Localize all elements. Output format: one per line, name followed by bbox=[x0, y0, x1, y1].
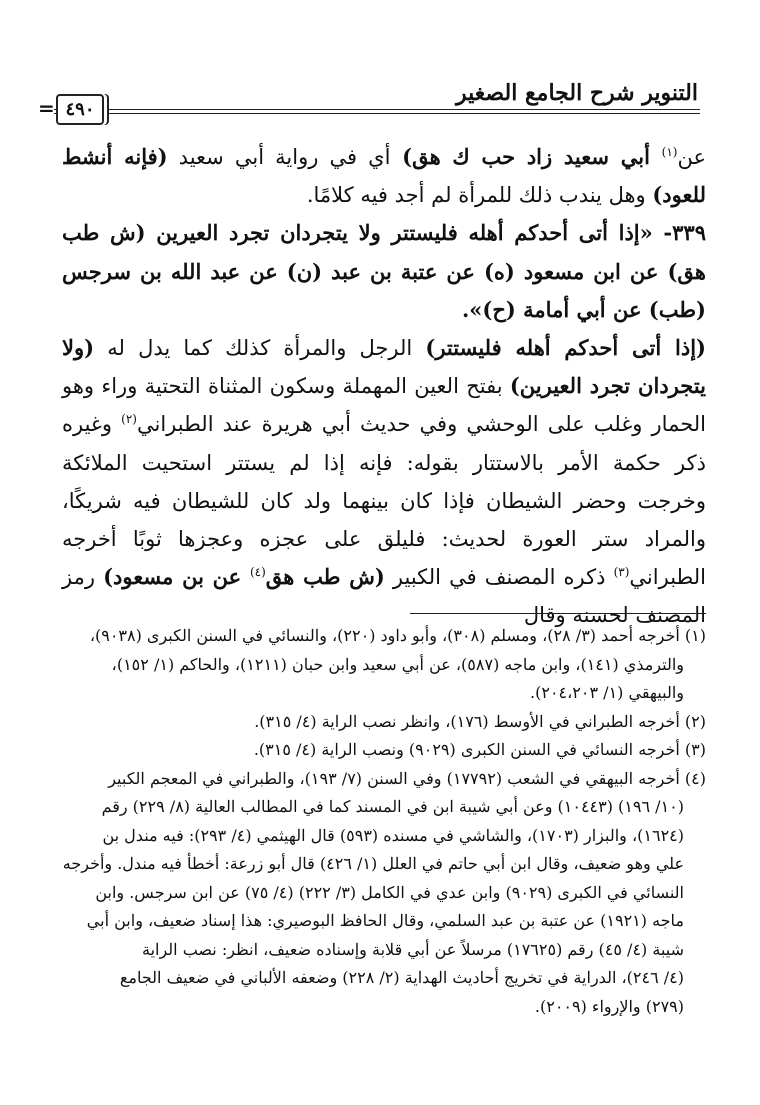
footnote-line: (١) أخرجه أحمد (٣/ ٢٨)، ومسلم (٣٠٨)، وأبو داود (٢٢٠)، والنسائي في السنن الكبرى (٩٠٣٨)، bbox=[89, 626, 706, 645]
footnote-ref[interactable]: (٣) bbox=[613, 565, 630, 580]
footnote-ref[interactable]: (١) bbox=[661, 145, 678, 159]
footnote-line: (٤/ ٢٤٦)، الدراية في تخريج أحاديث الهداية (٢/ ٢٢٨) وضعفه الألباني في ضعيف الجامع bbox=[119, 968, 684, 987]
bold-text: (إذا أتى أحدكم أهله فليستتر) bbox=[425, 335, 706, 361]
bold-text: عن بن مسعود) bbox=[103, 564, 250, 590]
hadith-text: ٣٣٩- «إذا أتى أحدكم أهله فليستتر ولا يتجردان تجرد العيرين (ش طب هق) عن ابن مسعود (ه) عن عتبة بن عبد (ن) عن عبد الله بن سرجس (طب) عن أبي أمامة (ح)». bbox=[62, 220, 706, 322]
footnote-line: والبيهقي (١/ ٢٠٤،٢٠٣). bbox=[530, 683, 684, 702]
footnote-line: والترمذي (١٤١)، وابن ماجه (٥٨٧)، عن أبي سعيد وابن حبان (١٢١١)، والحاكم (١/ ١٥٢)، bbox=[111, 654, 684, 674]
footnote-line: (١٦٢٤)، والبزار (١٧٠٣)، والشاشي في مسنده (٥٩٣) قال الهيثمي (٤/ ٢٩٣): فيه مندل بن bbox=[102, 825, 684, 845]
text-span: عن bbox=[677, 145, 707, 169]
page-header bbox=[54, 80, 700, 120]
footnote-line: (٤) أخرجه البيهقي في الشعب (١٧٧٩٢) وفي السنن (٧/ ١٩٣)، والطبراني في المعجم الكبير bbox=[108, 768, 706, 788]
bold-text: (ولا يتجردان تجرد العيرين) bbox=[62, 335, 706, 399]
footnote-line: شيبة (٤/ ٤٥) رقم (١٧٦٢٥) مرسلاً عن أبي قلابة وإسناده ضعيف، انظر: نصب الراية bbox=[142, 939, 684, 959]
footnote-line: (٢٧٩) والإرواء (٢٠٠٩). bbox=[534, 996, 684, 1016]
text-span: الرجل والمرأة كذلك كما يدل له bbox=[94, 336, 426, 361]
footnote-line: النسائي في الكبرى (٩٠٢٩) وابن عدي في الكامل (٣/ ٢٢٢) (٤/ ٧٥) عن ابن سرجس. وابن bbox=[95, 882, 684, 902]
footnote-line: (٢) أخرجه الطبراني في الأوسط (١٧٦)، وانظر نصب الراية (٤/ ٣١٥). bbox=[254, 711, 706, 731]
footnote-line: (١٠/ ١٩٦) (١٠٤٤٣) وعن أبي شيبة ابن في المسند كما في المطالب العالية (٨/ ٢٢٩) رقم bbox=[101, 797, 684, 816]
footnote-line: ماجه (١٩٢١) عن عتبة بن عبد السلمي، وقال الحافظ البوصيري: هذا إسناد ضعيف، وابن أبي bbox=[86, 911, 684, 930]
paragraph bbox=[62, 138, 706, 214]
header-rule bbox=[54, 109, 700, 110]
bold-text: أبي سعيد زاد حب ك هق) bbox=[390, 144, 662, 169]
footnote-divider bbox=[410, 613, 706, 614]
text-span: وهل يندب ذلك للمرأة لم أجد فيه كلامًا. bbox=[306, 183, 653, 208]
paragraph bbox=[62, 329, 706, 635]
bold-text: (فإنه أنشط للعود) bbox=[62, 144, 706, 208]
footnote-ref[interactable]: (٤) bbox=[249, 565, 266, 580]
main-text bbox=[62, 138, 706, 635]
page-number: ٤٩٠ bbox=[56, 94, 104, 125]
text-span: وغيره ذكر حكمة الأمر بالاستتار بقوله: فإنه إذا لم يستتر استحيت الملائكة وخرجت وحضر الشيطان فإذا كان بينهما ولد كان للشيطان فيه شريكًا، والمراد ستر العورة لحديث: فليلق على عجزه وعجزها ثوبًا أخرجه الطبراني bbox=[62, 412, 706, 590]
bold-text: (ش طب هق bbox=[265, 564, 385, 590]
footnote-line: (٣) أخرجه النسائي في السنن الكبرى (٩٠٢٩) ونصب الراية (٤/ ٣١٥). bbox=[253, 740, 706, 759]
footnotes bbox=[62, 622, 706, 1021]
page-number-ornament: = bbox=[38, 96, 55, 120]
book-title: التنوير شرح الجامع الصغير bbox=[456, 80, 698, 106]
header-rule-thin bbox=[54, 113, 700, 114]
footnote-line: علي وهو ضعيف، وقال ابن أبي حاتم في العلل (١/ ٤٢٦) قال أبو زرعة: أخطأ فيه مندل. وأخرجه bbox=[62, 854, 684, 873]
text-span: رمز المصنف لحسنه وقال bbox=[62, 565, 706, 628]
text-span: بفتح العين المهملة وسكون المثناة التحتية وراء وهو الحمار وغلب على الوحشي وفي حديث أبي هريرة عند الطبراني bbox=[62, 374, 706, 437]
footnote-ref[interactable]: (٢) bbox=[121, 412, 137, 427]
hadith-paragraph bbox=[62, 214, 706, 329]
text-span: أي في رواية أبي سعيد bbox=[167, 145, 391, 169]
text-span: ذكره المصنف في الكبير bbox=[384, 565, 614, 590]
